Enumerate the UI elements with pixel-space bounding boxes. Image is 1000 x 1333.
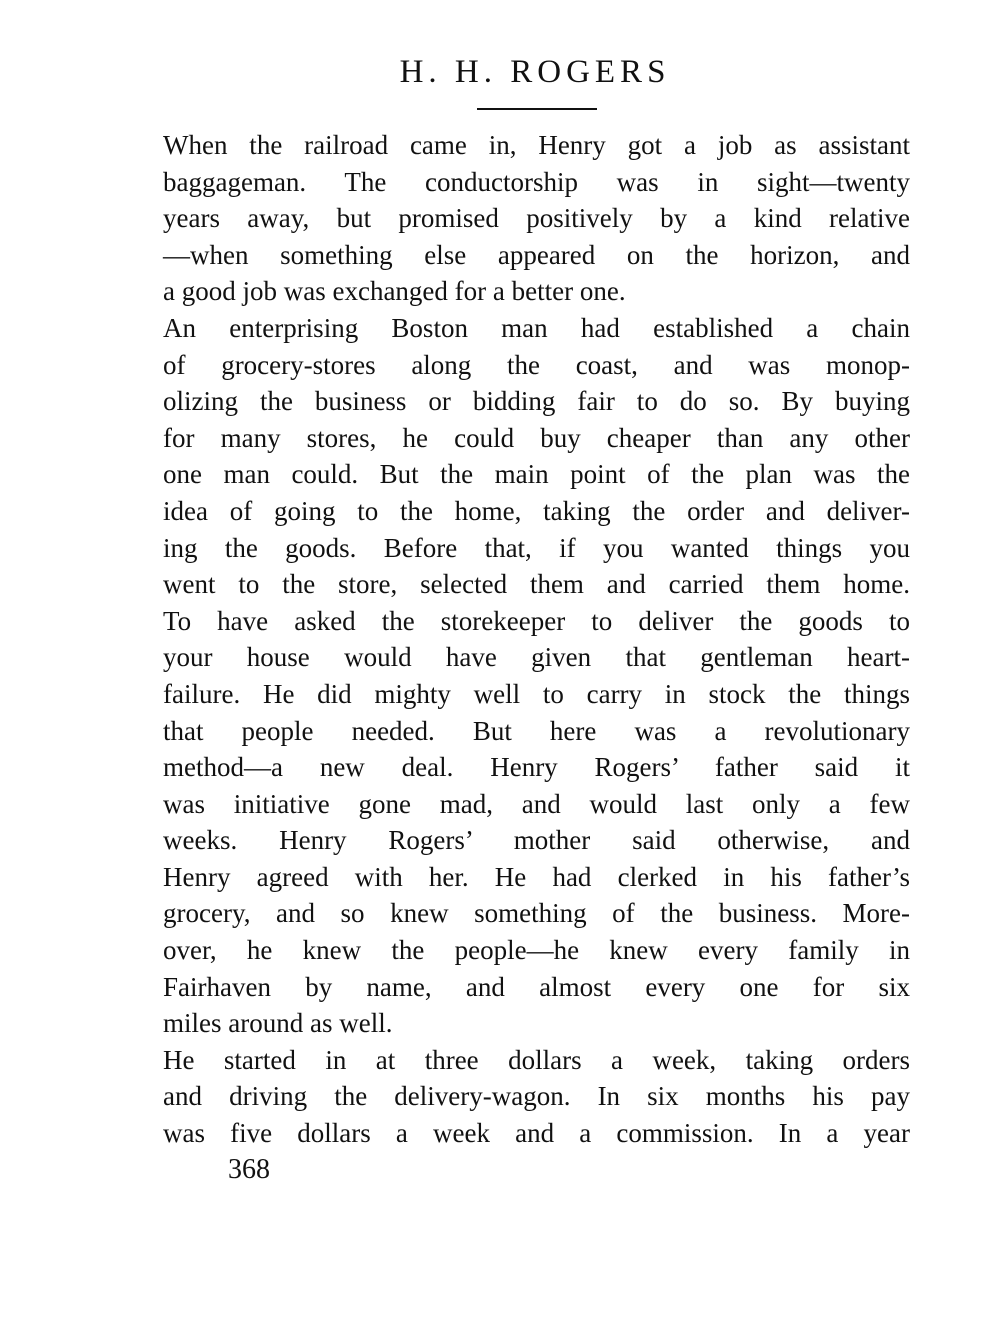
text-line: olizing the business or bidding fair to do so. By buying <box>163 386 910 417</box>
text-line: grocery, and so knew something of the business. More- <box>163 898 910 929</box>
text-line: years away, but promised positively by a kind relative <box>163 203 910 234</box>
text-line: baggageman. The conductorship was in sight—twenty <box>163 166 910 197</box>
paragraph-1 <box>163 127 910 310</box>
text-line: your house would have given that gentleman heart- <box>163 642 910 673</box>
text-line: failure. He did mighty well to carry in stock the things <box>163 678 910 709</box>
text-line: was five dollars a week and a commission. In a year <box>163 1118 910 1149</box>
text-line: —when something else appeared on the horizon, and <box>163 239 910 270</box>
body-text <box>163 127 910 1152</box>
text-line: To have asked the storekeeper to deliver the goods to <box>163 605 910 636</box>
text-line: over, he knew the people—he knew every family in <box>163 935 910 966</box>
text-line: a good job was exchanged for a better one. <box>163 276 626 307</box>
page-number: 368 <box>228 1154 270 1185</box>
text-line: method—a new deal. Henry Rogers’ father said it <box>163 752 910 783</box>
text-line: An enterprising Boston man had established a chain <box>163 312 910 343</box>
paragraph-3 <box>163 1042 910 1152</box>
text-line: idea of going to the home, taking the order and deliver- <box>163 495 910 526</box>
text-line: was initiative gone mad, and would last only a few <box>163 788 910 819</box>
text-line: miles around as well. <box>163 1008 393 1039</box>
text-line: that people needed. But here was a revolutionary <box>163 715 910 746</box>
text-line: one man could. But the main point of the plan was the <box>163 459 910 490</box>
text-line: Henry agreed with her. He had clerked in his father’s <box>163 861 910 892</box>
text-line: Fairhaven by name, and almost every one for six <box>163 971 910 1002</box>
paragraph-2 <box>163 310 910 1042</box>
running-head: H. H. ROGERS <box>399 54 671 90</box>
text-line: for many stores, he could buy cheaper than any other <box>163 422 910 453</box>
text-line: of grocery-stores along the coast, and was monop- <box>163 349 910 380</box>
text-line: ing the goods. Before that, if you wanted things you <box>163 532 910 563</box>
text-line: and driving the delivery-wagon. In six months his pay <box>163 1081 910 1112</box>
text-line: went to the store, selected them and carried them home. <box>163 569 910 600</box>
text-line: He started in at three dollars a week, taking orders <box>163 1044 910 1075</box>
text-line: When the railroad came in, Henry got a job as assistant <box>163 130 910 160</box>
head-rule <box>477 108 597 110</box>
text-line: weeks. Henry Rogers’ mother said otherwise, and <box>163 825 910 856</box>
